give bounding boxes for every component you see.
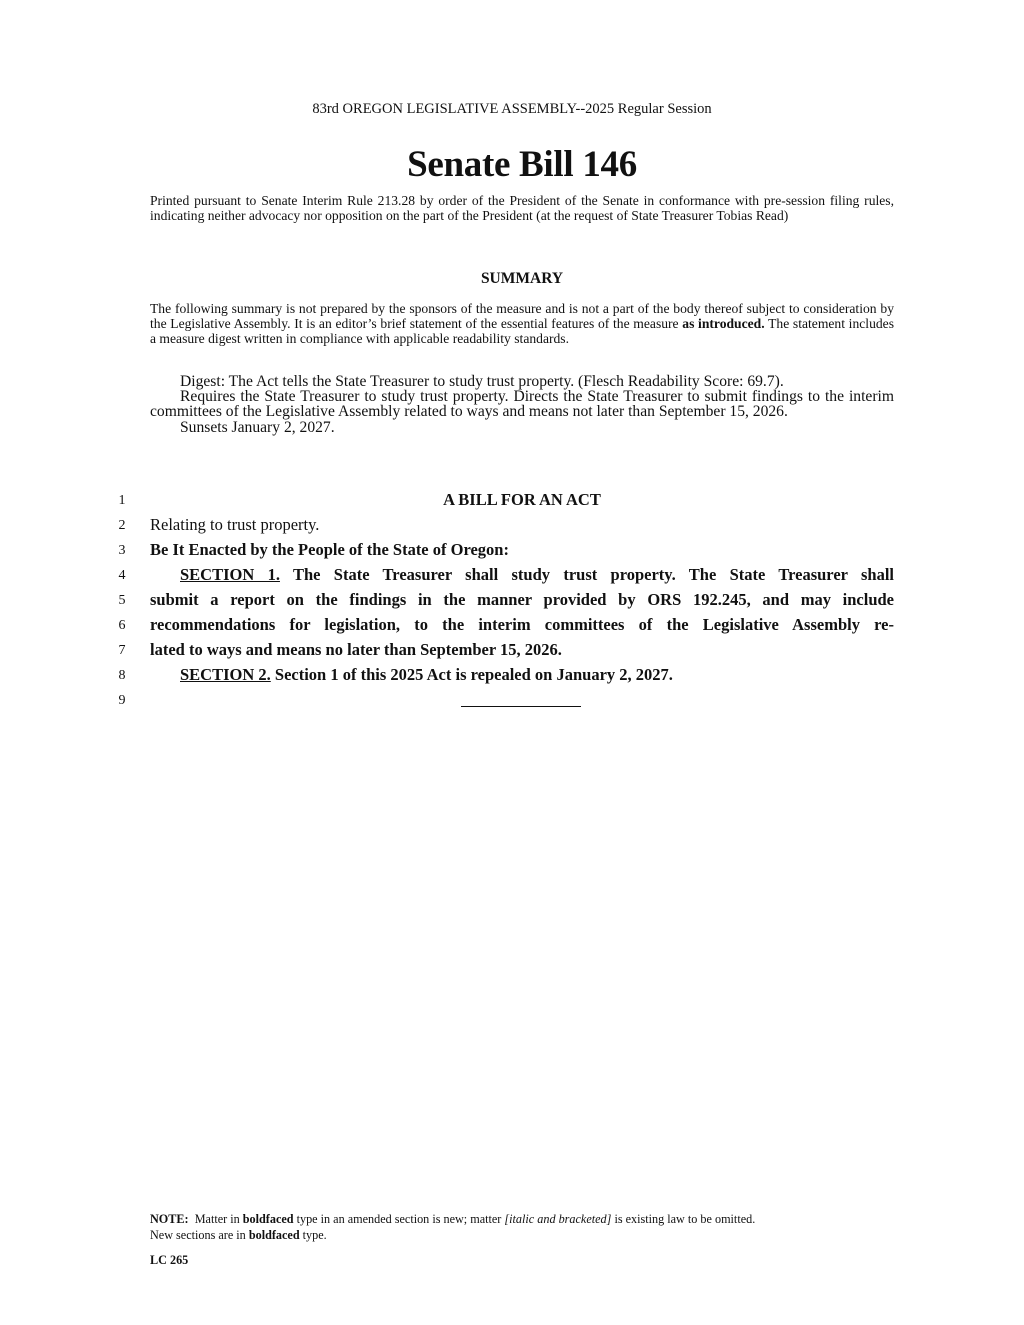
note-text-1: Matter in	[194, 1212, 240, 1226]
section-2-label: SECTION 2.	[180, 665, 271, 684]
line-number: 7	[118, 643, 126, 658]
summary-intro-part1: The following summary is not prepared by the sponsors of the measure and is not a part of the body thereof subject to consideration by the Legislative Assembly. It is an editor’s brief statement of the essential features of the measure	[150, 301, 894, 331]
footnote	[150, 1212, 894, 1243]
section-1-line-1	[180, 565, 894, 585]
note-text-4: New sections are in	[150, 1227, 246, 1242]
line-number: 2	[118, 518, 126, 533]
enacting-clause: Be It Enacted by the People of the State of Oregon:	[150, 540, 509, 559]
printed-pursuant-text: Printed pursuant to Senate Interim Rule 213.28 by order of the President of the Senate in conformance with pre-session filing rules, indicating neither advocacy nor opposition on the part of the President (at the request of State Treasurer Tobias Read)	[150, 193, 894, 223]
line-number: 4	[118, 568, 126, 583]
section-1-label: SECTION 1.	[180, 565, 280, 584]
bill-heading: A BILL FOR AN ACT	[443, 490, 601, 509]
line-number: 8	[118, 668, 126, 683]
summary-heading: SUMMARY	[480, 270, 564, 287]
measure-digest	[150, 374, 894, 435]
section-1-line-4: lated to ways and means no later than September 15, 2026.	[150, 640, 562, 659]
bill-title: Senate Bill 146	[407, 144, 637, 185]
note-bold-2: boldfaced	[248, 1227, 300, 1242]
line-number: 5	[118, 593, 126, 608]
lc-number: LC 265	[150, 1253, 189, 1267]
summary-intro-part2: The statement includes a measure digest written in compliance with applicable readability standards.	[150, 316, 894, 346]
note-label: NOTE:	[150, 1212, 189, 1226]
note-text-2: type in an amended section is new; matter	[296, 1212, 502, 1226]
requires-text: Requires the State Treasurer to study trust property. Directs the State Treasurer to submit findings to the interim committees of the Legislative Assembly related to ways and means not later than September 15, 2026.	[150, 388, 894, 421]
relating-clause: Relating to trust property.	[150, 515, 320, 534]
line-number: 6	[118, 618, 126, 633]
summary-intro-bold: as introduced.	[682, 316, 765, 331]
section-2-line	[180, 665, 894, 685]
sunsets-text: Sunsets January 2, 2027.	[180, 418, 335, 436]
note-italic: [italic and bracketed]	[504, 1212, 612, 1226]
session-header: 83rd OREGON LEGISLATIVE ASSEMBLY--2025 Regular Session	[312, 101, 712, 117]
line-number: 1	[118, 493, 126, 508]
section-1-text-1: The State Treasurer shall study trust property. The State Treasurer shall	[292, 565, 894, 584]
note-text-5: type.	[302, 1227, 327, 1242]
section-2-text: Section 1 of this 2025 Act is repealed on January 2, 2027.	[274, 665, 673, 684]
line-number: 3	[118, 543, 126, 558]
end-rule	[461, 706, 581, 707]
printed-pursuant-statement	[150, 193, 894, 223]
line-number: 9	[118, 693, 126, 708]
summary-intro	[150, 301, 894, 346]
section-1-line-2: submit a report on the findings in the manner provided by ORS 192.245, and may include	[150, 590, 894, 609]
note-text-3: is existing law to be omitted.	[614, 1212, 756, 1226]
section-1-line-3: recommendations for legislation, to the interim committees of the Legislative Assembly re-	[150, 615, 894, 634]
note-bold-1: boldfaced	[242, 1212, 294, 1226]
digest-text: Digest: The Act tells the State Treasurer to study trust property. (Flesch Readability Score: 69.7).	[180, 373, 784, 390]
line-numbers	[112, 491, 132, 716]
